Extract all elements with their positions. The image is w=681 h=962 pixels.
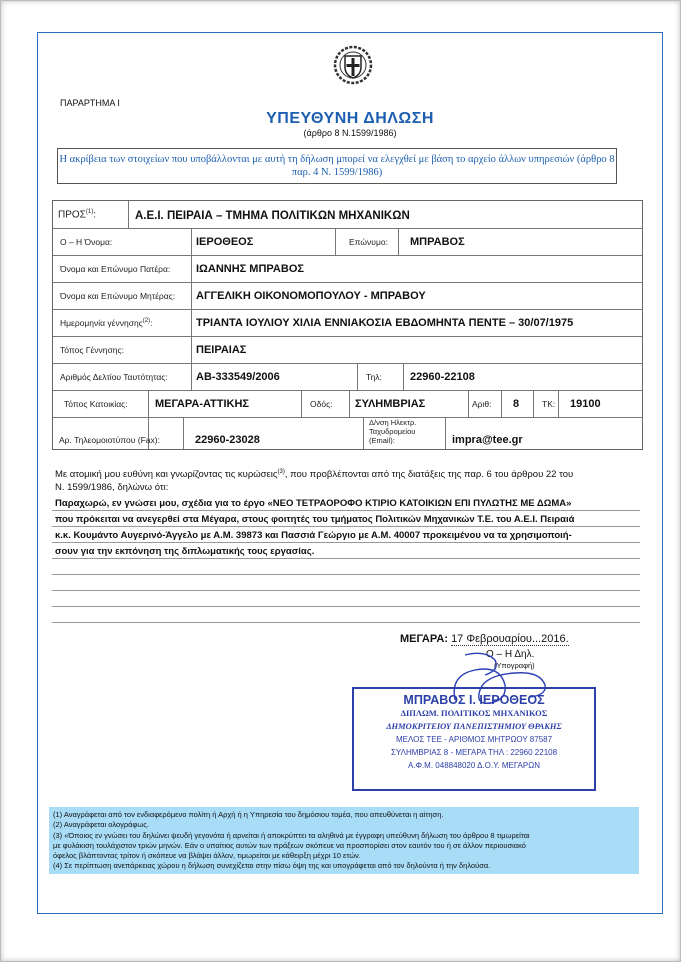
email-label: Δ/νση Ηλεκτρ. Ταχυδρομείου (Email):	[369, 418, 417, 445]
place-date	[400, 633, 569, 645]
name-value: ΙΕΡΟΘΕΟΣ	[196, 236, 254, 248]
tel-value: 22960-22108	[410, 371, 475, 383]
mother-label: Όνομα και Επώνυμο Μητέρας:	[60, 291, 176, 301]
annex-label: ΠΑΡΑΡΤΗΜΑ Ι	[60, 98, 120, 108]
name-label: Ο – Η Όνομα:	[60, 237, 113, 247]
writing-rule	[52, 622, 640, 623]
pob-label: Τόπος Γέννησης:	[60, 345, 124, 355]
declaration-line: Παραχωρώ, εν γνώσει μου, σχέδια για το έργο «ΝΕΟ ΤΕΤΡΑΟΡΟΦΟ ΚΤΙΡΙΟ ΚΑΤΟΙΚΙΩΝ ΕΠΙ ΠΥΛΩΤΗΣ ΜΕ ΔΩΜΑ»	[55, 498, 572, 509]
declaration-line: κ.κ. Κουμάντο Αυγερινό-Άγγελο με Α.Μ. 39873 και Πασσιά Γεώργιο με Α.Μ. 40007 προκειμένου να τα χρησιμοποιή-	[55, 530, 572, 541]
page-subtitle: (άρθρο 8 Ν.1599/1986)	[303, 128, 397, 138]
footnote: όφελος βλάπτοντας τρίτον ή σκόπευε να βλάψει άλλον, τιμωρείται με κάθειρξη μέχρι 10 ετών.	[53, 851, 361, 861]
declaration-line: σουν για την εκπόνηση της διπλωματικής τους εργασίας.	[55, 546, 315, 557]
to-label: ΠΡΟΣ$^{(1)}$:	[58, 209, 96, 221]
page-title: ΥΠΕΥΘΥΝΗ ΔΗΛΩΣΗ	[266, 110, 434, 127]
place: ΜΕΓΑΡΑ:	[400, 633, 448, 645]
surname-label: Επώνυμο:	[349, 237, 388, 247]
pob-value: ΠΕΙΡΑΙΑΣ	[196, 344, 247, 356]
footnote: (1) Αναγράφεται από τον ενδιαφερόμενο πολίτη ή Αρχή ή η Υπηρεσία του δημόσιου τομέα, που απευθύνεται η αίτηση.	[53, 810, 444, 819]
declaration-line: που πρόκειται να ανεγερθεί στα Μέγαρα, στους φοιτητές του τμήματος Πολιτικών Μηχανικών Τ.Ε. του Α.Ε.Ι. Πειραιά	[55, 514, 575, 525]
footnotes	[49, 807, 639, 874]
signature-label: (Υπογραφή)	[494, 661, 535, 670]
dob-label: Ημερομηνία γέννησης$^{(2)}$:	[60, 318, 153, 328]
writing-rule	[52, 526, 640, 527]
tel-label: Τηλ:	[366, 372, 382, 382]
to-value: Α.Ε.Ι. ΠΕΙΡΑΙΑ – ΤΜΗΜΑ ΠΟΛΙΤΙΚΩΝ ΜΗΧΑΝΙΚΩΝ	[135, 210, 410, 222]
residence-label: Τόπος Κατοικίας:	[64, 399, 128, 409]
id-value: ΑΒ-333549/2006	[196, 371, 280, 383]
zip-value: 19100	[570, 398, 601, 410]
fax-label: Αρ. Τηλεομοιοτύπου (Fax):	[59, 435, 160, 445]
declaration-body	[55, 496, 625, 560]
writing-rule	[52, 510, 640, 511]
father-label: Όνομα και Επώνυμο Πατέρα:	[60, 264, 171, 274]
residence-value: ΜΕΓΑΡΑ-ΑΤΤΙΚΗΣ	[155, 398, 249, 410]
footnote: (4) Σε περίπτωση ανεπάρκειας χώρου η δήλωση συνεχίζεται στην πίσω όψη της και υπογράφεται από τον δηλούντα ή την δηλούσα.	[53, 861, 491, 871]
number-value: 8	[513, 398, 520, 410]
professional-stamp: ΜΠΡΑΒΟΣ Ι. ΙΕΡΟΘΕΟΣ ΔΙΠΛΩΜ. ΠΟΛΙΤΙΚΟΣ ΜΗΧΑΝΙΚΟΣ ΔΗΜΟΚΡΙΤΕΙΟΥ ΠΑΝΕΠΙΣΤΗΜΙΟΥ ΘΡΑΚΗΣ ΜΕΛΟΣ ΤΕΕ - ΑΡΙΘΜΟΣ ΜΗΤΡΩΟΥ 87587 ΣΥΛΗΜΒΡΙΑΣ 8 - ΜΕΓΑΡΑ ΤΗΛ : 22960 22108 Α.Φ.Μ. 048848020 Δ.Ο.Υ. ΜΕΓΑΡΩΝ	[352, 687, 596, 791]
writing-rule	[52, 590, 640, 591]
footnote: (3) «Όποιος εν γνώσει του δηλώνει ψευδή γεγονότα ή αρνείται ή αποκρύπτει τα αληθινά με έγγραφη υπεύθυνη δήλωση του άρθρου 8 τιμωρείται	[53, 830, 530, 840]
writing-rule	[52, 558, 640, 559]
footnote: με φυλάκιση τουλάχιστον τριών μηνών. Εάν ο υπαίτιος αυτών των πράξεων σκόπευε να προσπορίσει στον εαυτόν του ή σε άλλον περιουσιακό	[53, 840, 526, 850]
number-label: Αριθ:	[472, 399, 492, 409]
surname-value: ΜΠΡΑΒΟΣ	[410, 236, 465, 248]
email-value: impra@tee.gr	[452, 434, 523, 446]
writing-rule	[52, 574, 640, 575]
declaration-intro: Με ατομική μου ευθύνη και γνωρίζοντας τις κυρώσεις$^{(3)}$, που προβλέπονται από της διατάξεις της παρ. 6 του άρθρου 22 του Ν. 1599/1986, δηλώνω ότι:	[55, 469, 574, 494]
fax-value: 22960-23028	[195, 434, 260, 446]
street-label: Οδός:	[310, 399, 333, 409]
greek-coat-of-arms-icon	[333, 43, 373, 87]
writing-rule	[52, 542, 640, 543]
writing-rule	[52, 606, 640, 607]
footnote: (2) Αναγράφεται ολογράφως.	[53, 820, 149, 830]
father-value: ΙΩΑΝΝΗΣ ΜΠΡΑΒΟΣ	[196, 263, 304, 275]
zip-label: ΤΚ:	[542, 399, 556, 409]
declarant-label: Ο – Η Δηλ.	[486, 649, 535, 660]
street-value: ΣΥΛΗΜΒΡΙΑΣ	[355, 398, 426, 410]
id-label: Αριθμός Δελτίου Ταυτότητας:	[60, 372, 168, 382]
verification-notice: Η ακρίβεια των στοιχείων που υποβάλλονται με αυτή τη δήλωση μπορεί να ελεγχθεί με βάση το αρχείο άλλων υπηρεσιών (άρθρο 8 παρ. 4 Ν. 1599/1986)	[57, 148, 617, 184]
date: 17 Φεβρουαρίου...2016.	[451, 633, 569, 645]
dob-value: ΤΡΙΑΝΤΑ ΙΟΥΛΙΟΥ ΧΙΛΙΑ ΕΝΝΙΑΚΟΣΙΑ ΕΒΔΟΜΗΝΤΑ ΠΕΝΤΕ – 30/07/1975	[196, 317, 574, 329]
mother-value: ΑΓΓΕΛΙΚΗ ΟΙΚΟΝΟΜΟΠΟΥΛΟΥ - ΜΠΡΑΒΟΥ	[196, 290, 426, 302]
